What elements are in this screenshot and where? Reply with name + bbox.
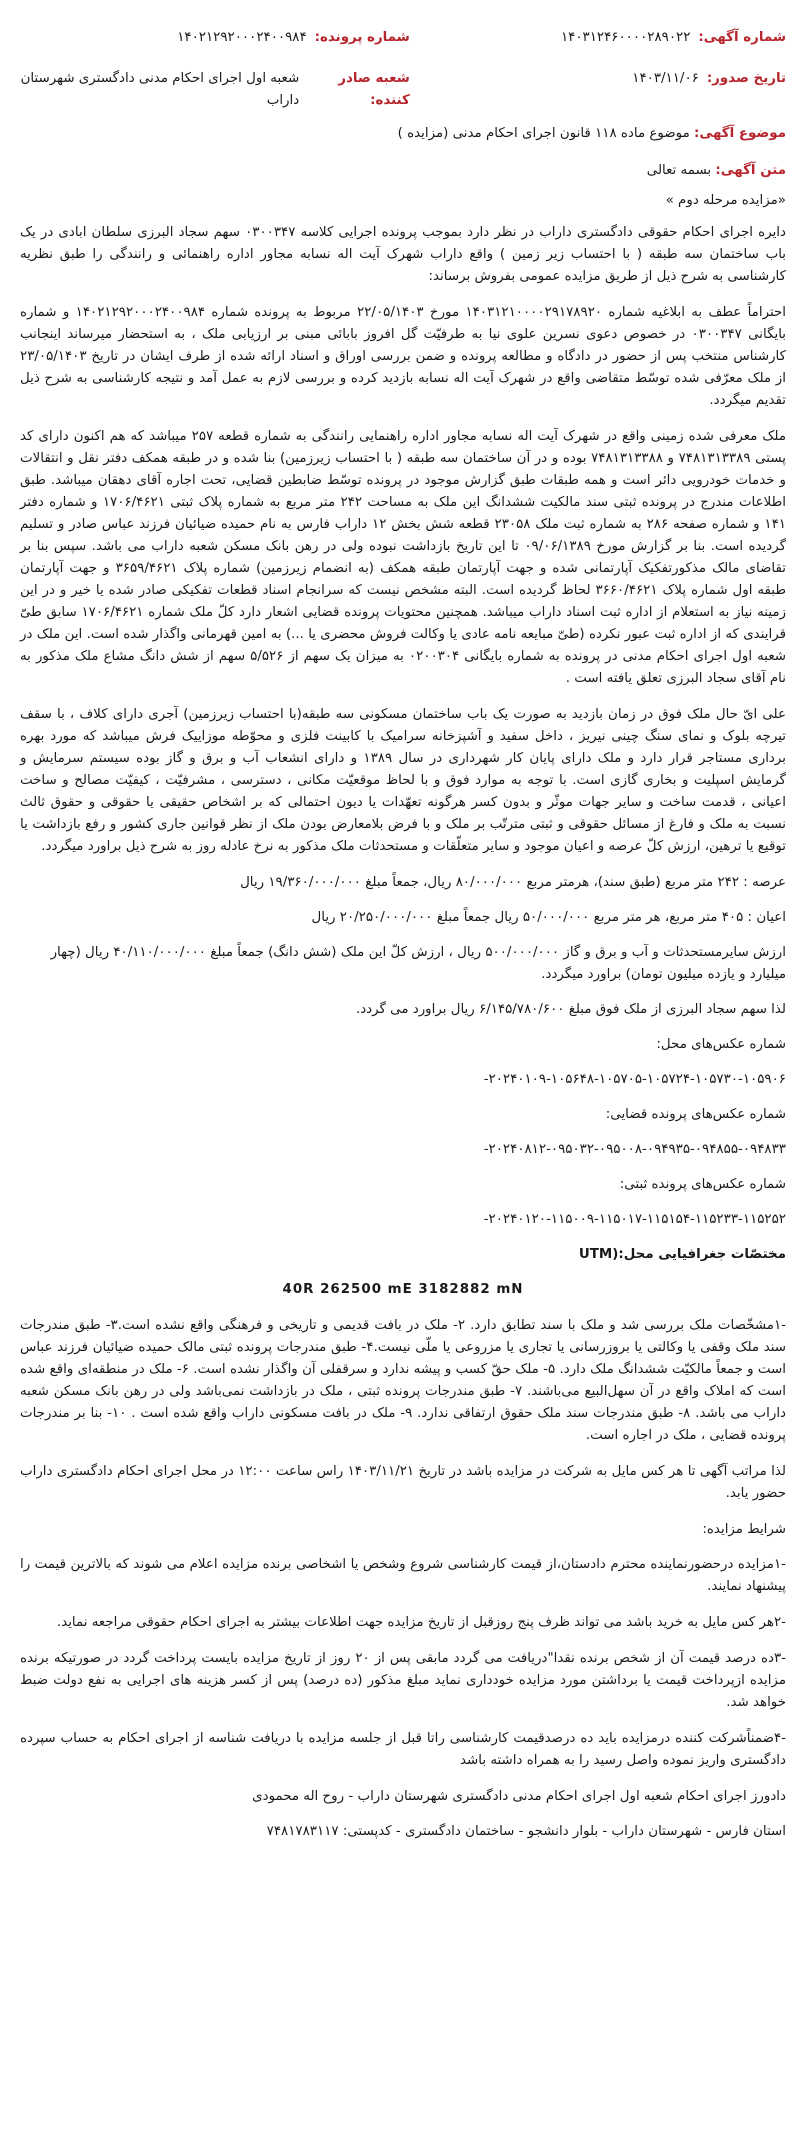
court-photos-label: شماره عکس‌های پرونده قضایی: (605, 1107, 786, 1122)
building-description-paragraph: علی ایّ حال ملک فوق در زمان بازدید به صورت یک باب ساختمان مسکونی سه طبقه(با احتساب زیرزمین) آجری دارای کلاف ، با سقف تیرچه بلوک و نمای سنگ چینی نیریز ، داخل سفید و آشپزخانه سرامیک با کابینت فلزی و محوّطه موزاییک فرش میباشد که مورد بهره برداری مستاجر قرار دارد و ملک دارای پایان کار شهرداری در سال ۱۳۸۹ و دارای انشعاب آب و برق و گاز بوده سیستم سرمایش و گرمایش اسپلیت و بخاری گازی است. با توجه به موارد فوق و با لحاظ موقعیّت مکانی ، دسترسی ، مشرفیّت ، کیفیّت مصالح و ساخت اعیانی ، قدمت ساخت و سایر جهات موثّر و بدون کسر هرگونه تعهّدات یا دیون احتمالی که بر اشخاص حقیقی یا حقوقی و حقوق ثالث نسبت به ملک و فارغ از مسائل حقوقی و ثبتی مترتّب بر ملک و با فرض بلامعارض بودن ملک از نظر قوانین جاری کشور و رفع بازداشت یا توقیع یا ترهین، ارزش کلّ عرصه و اعیان موجود و سایر متعلّقات و مستحدثات ملک مذکور به نرخ عادله روز به شرح ذیل براورد میگردد. (20, 707, 786, 854)
header (10, 0, 796, 108)
issuer-label: شعبه صادر کننده: (338, 71, 410, 108)
condition-4: -۴ضمناًشرکت کننده درمزایده باید ده درصدقیمت کارشناسی راتا قبل از جلسه مزایده با دریافت شناسه از اجرای احکام به حساب سپرده دادگستری واریز نموده واصل رسید را به همراه داشته باشد (20, 1731, 786, 1768)
issue-date-label: تاریخ صدور: (706, 71, 786, 86)
subject-line (398, 123, 786, 145)
site-photos-numbers: ۲۰۲۴۰۱۰۹-۱۰۵۶۴۸-۱۰۵۷۰۵-۱۰۵۷۲۴-۱۰۵۷۳۰-۱۰۵۹۰۶- (483, 1072, 786, 1087)
case-number-value: ۱۴۰۲۱۲۹۲۰۰۰۲۴۰۰۹۸۴ (177, 30, 307, 45)
ad-number-label: شماره آگهی: (698, 30, 786, 45)
header-row-2 (20, 68, 786, 112)
body-title-line (647, 160, 786, 182)
body-label: متن آگهی: (715, 163, 786, 178)
auction-stage: «مزایده مرحله دوم » (665, 193, 786, 208)
conditions-title: شرایط مزایده: (702, 1522, 786, 1537)
ad-number-value: ۱۴۰۳۱۲۴۶۰۰۰۰۲۸۹۰۲۲ (560, 30, 691, 45)
issue-date-value: ۱۴۰۳/۱۱/۰۶ (632, 71, 699, 86)
court-photos-numbers: ۲۰۲۴۰۸۱۲-۰۹۵۰۳۲-۰۹۵۰۰۸-۰۹۴۹۳۵-۰۹۴۸۵۵-۰۹۴۸۳۳- (483, 1142, 786, 1157)
signature: دادورز اجرای احکام شعبه اول اجرای احکام مدنی دادگستری شهرستان داراب - روح اله محمودی (252, 1789, 786, 1804)
registry-photos-label: شماره عکس‌های پرونده ثبتی: (619, 1177, 786, 1192)
utm-coordinates: 40R 262500 mE 3182882 mN (282, 1282, 524, 1297)
case-number-field (20, 27, 410, 49)
intro-paragraph: دایره اجرای احکام حقوقی دادگستری داراب در نظر دارد بموجب پرونده اجرایی کلاسه ۰۳۰۰۳۴۷ سهم سجاد البرزی سلطان ابادی در یک باب ساختمان سه طبقه ( با احتساب زیر زمین ) واقع داراب شهرک آیت اله نسابه مجاور اداره راهنمائی و رانندگی را طبق نظریه کارشناسی به شرح ذیل از طریق مزایده عمومی بفروش برساند: (20, 225, 786, 284)
property-description-paragraph: ملک معرفی شده زمینی واقع در شهرک آیت اله نسابه مجاور اداره راهنمایی رانندگی به شماره قطعه ۲۵۷ میباشد که هم اکنون دارای کد پستی ۷۴۸۱۳۱۳۳۸۹ و ۷۴۸۱۳۱۳۳۸۸ بوده و در آن ساختمان سه طبقه ( با احتساب زیرزمین) بنا شده و در طبقه همکف دفتر نقل و انتقالات و خدمات خودرویی دائر است و همه طبقات طبق گزارش موجود در پرونده توسّط ضابطین قضایی، تحت اجاره آقای دهقان میباشد. طبق اطلاعات مندرج در پرونده ثبتی سند مالکیت ششدانگ این ملک به مساحت ۲۴۲ متر مربع به شماره پلاک ثبتی ۱۷۰۶/۴۶۲۱ و شماره دفتر ۱۴۱ و شماره صفحه ۲۸۶ به شماره ثبت ملک ۲۳۰۵۸ قطعه شش بخش ۱۲ داراب فارس به نام حمیده ضیائیان فرزند عباس صادر و تسلیم گردیده است. بنا بر گزارش مورخ ۰۹/۰۶/۱۳۸۹ تا این تاریخ بازداشت نبوده ولی در رهن بانک مسکن شعبه داراب می باشد. سپس بنا بر تقاضای مالک مذکورتفکیک آپارتمانی شده و جهت آپارتمان طبقه همکف (به انضمام زیرزمین) شماره پلاک ۳۶۵۹/۴۶۲۱ و جهت آپارتمان طبقه اول شماره پلاک ۳۶۶۰/۴۶۲۱ لحاظ گردیده است. البته مشخص نیست که سرانجام اسناد قطعات تفکیکی صادر شده یا خیر و در این زمینه نیاز به استعلام از اداره ثبت اسناد داراب میباشد. همچنین محتویات پرونده قضایی اشعار دارد کلّ ملک شماره ۱۷۰۶/۴۶۲۱ سابق طیّ قرایندی که از اداره ثبت عبور نکرده (طیّ مبایعه نامه عادی یا وکالت فروش محضری یا ...) به امین قهرمانی واگذار شده است. این ملک در شعبه اول اجرای احکام مدنی در پرونده به شماره بایگانی ۰۲۰۰۳۰۴ به میزان یک سهم از ۵/۵۲۶ سهم از شش دانگ مشاع ملک مذکور به نام آقای سجاد البرزی تعلق یافته است . (20, 429, 787, 686)
body-title: بسمه تعالی (646, 163, 712, 178)
registry-photos-numbers: ۲۰۲۴۰۱۲۰-۱۱۵۰۰۹-۱۱۵۰۱۷-۱۱۵۱۵۴-۱۱۵۲۳۳-۱۱۵۲۵۲- (483, 1212, 786, 1227)
issue-date-field (410, 68, 786, 112)
ad-body (20, 222, 786, 1856)
expert-report-paragraph: احتراماً عطف به ابلاغیه شماره ۱۴۰۳۱۲۱۰۰۰۰۲۹۱۷۸۹۲۰ مورخ ۲۲/۰۵/۱۴۰۳ مربوط به پرونده شماره ۱۴۰۲۱۲۹۲۰۰۰۲۴۰۰۹۸۴ و شماره بایگانی ۰۳۰۰۳۴۷ در خصوص دعوی نسرین علوی نیا به طرفیّت گل افروز بابائی مبنی بر ارزیابی ملک ، به استحضار میرساند اینجانب کارشناس منتخب پس از حضور در دادگاه و مطالعه پرونده و ضمن بررسی اوراق و اسناد ارائه شده از طرف ایشان در تاریخ ۲۳/۰۵/۱۴۰۳ از ملک معرّفی شده توسّط متقاضی واقع در شهرک آیت اله نسابه بازدید کرده و بررسی لازم به عمل آمد و نتیجه کارشناسی به شرح ذیل تقدیم میگردد. (20, 305, 787, 408)
site-photos-label: شماره عکس‌های محل: (656, 1037, 786, 1052)
building-valuation: اعیان : ۴۰۵ متر مربع، هر متر مربع ۵۰/۰۰۰/۰۰۰ ریال جمعاً مبلغ ۲۰/۲۵۰/۰۰۰/۰۰۰ ریال (311, 910, 786, 925)
ad-number-field (410, 27, 786, 49)
coordinates-label: مختصّات جغرافیایی محل:(UTM (578, 1247, 786, 1262)
condition-1: -۱مزایده درحضورنماینده محترم دادستان،از قیمت کارشناسی شروع وشخص یا اشخاصی برنده مزایده اعلام می شوند که بالاترین قیمت را پیشنهاد نمایند. (20, 1557, 786, 1594)
notes-paragraph: -۱مشخّصات ملک بررسی شد و ملک با سند تطابق دارد. ۲- ملک در بافت قدیمی و تاریخی و فرهنگی واقع نشده است.۳- طبق مندرجات سند ملک وقفی یا وکالتی یا بروزرسانی یا تجاری یا مزروعی یا ملّی نیست.۴- طبق مندرجات پرونده ثبتی مالک حمیده ضیائیان فرزند عباس است و جمعاً مالکیّت ششدانگ ملک دارد. ۵- ملک حقّ کسب و پیشه ندارد و سرقفلی آن واگذار نشده است. ۶- ملک در منطقه‌ای واقع شده است که املاک واقع در آن سهل‌البیع می‌باشند. ۷- طبق مندرجات پرونده ثبتی ، ملک در بازداشت نمی‌باشد ولی در رهن بانک مسکن شعبه داراب می باشد. ۸- طبق مندرجات سند ملک حقوق ارتفاقی ندارد. ۹- ملک در بافت مسکونی داراب واقع شده است . ۱۰- بنا بر مندرجات پرونده قضایی ، ملک در اجاره است. (20, 1318, 787, 1443)
issuer-field (20, 68, 410, 112)
total-valuation: ارزش سایرمستحدثات و آب و برق و گاز ۵۰۰/۰۰۰/۰۰۰ ریال ، ارزش کلّ این ملک (شش دانگ) جمعاً مبلغ ۴۰/۱۱۰/۰۰۰/۰۰۰ ریال (چهار میلیارد و یازده میلیون تومان) براورد میگردد. (50, 945, 786, 982)
land-valuation: عرصه : ۲۴۲ متر مربع (طبق سند)، هرمتر مربع ۸۰/۰۰۰/۰۰۰ ریال، جمعاً مبلغ ۱۹/۳۶۰/۰۰۰/۰۰۰ ریال (240, 875, 786, 890)
case-number-label: شماره پرونده: (314, 30, 410, 45)
subject-text: موضوع ماده ۱۱۸ قانون اجرای احکام مدنی (مزایده ) (397, 126, 690, 141)
invitation-paragraph: لذا مراتب آگهی تا هر کس مایل به شرکت در مزایده باشد در تاریخ ۱۴۰۳/۱۱/۲۱ راس ساعت ۱۲:۰۰ در محل اجرای احکام دادگستری داراب حضور یابد. (20, 1464, 786, 1501)
share-valuation: لذا سهم سجاد البرزی از ملک فوق مبلغ ۶/۱۴۵/۷۸۰/۶۰۰ ریال براورد می گردد. (355, 1002, 786, 1017)
header-row-1 (20, 27, 786, 49)
subject-label: موضوع آگهی: (694, 126, 786, 141)
address: استان فارس - شهرستان داراب - بلوار دانشجو - ساختمان دادگستری - کدپستی: ۷۴۸۱۷۸۳۱۱۷ (266, 1824, 786, 1839)
condition-3: -۳ده درصد قیمت آن از شخص برنده نقدا"دریافت می گردد مابقی پس از ۲۰ روز از تاریخ مزایده بایست پرداخت گردد در صورتیکه برنده مزایده ازپرداخت قیمت یا برداشتن مورد مزایده خودداری نماید مبلغ مذکور (ده درصد) پس از کسر هزینه های اجرایی به نفع دولت ضبط خواهد شد. (20, 1651, 786, 1710)
condition-2: -۲هر کس مایل به خرید باشد می تواند ظرف پنج روزقبل از تاریخ مزایده جهت اطلاعات بیشتر به اجرای احکام حقوقی مراجعه نماید. (56, 1615, 786, 1630)
issuer-value: شعبه اول اجرای احکام مدنی دادگستری شهرستان داراب (20, 71, 300, 108)
